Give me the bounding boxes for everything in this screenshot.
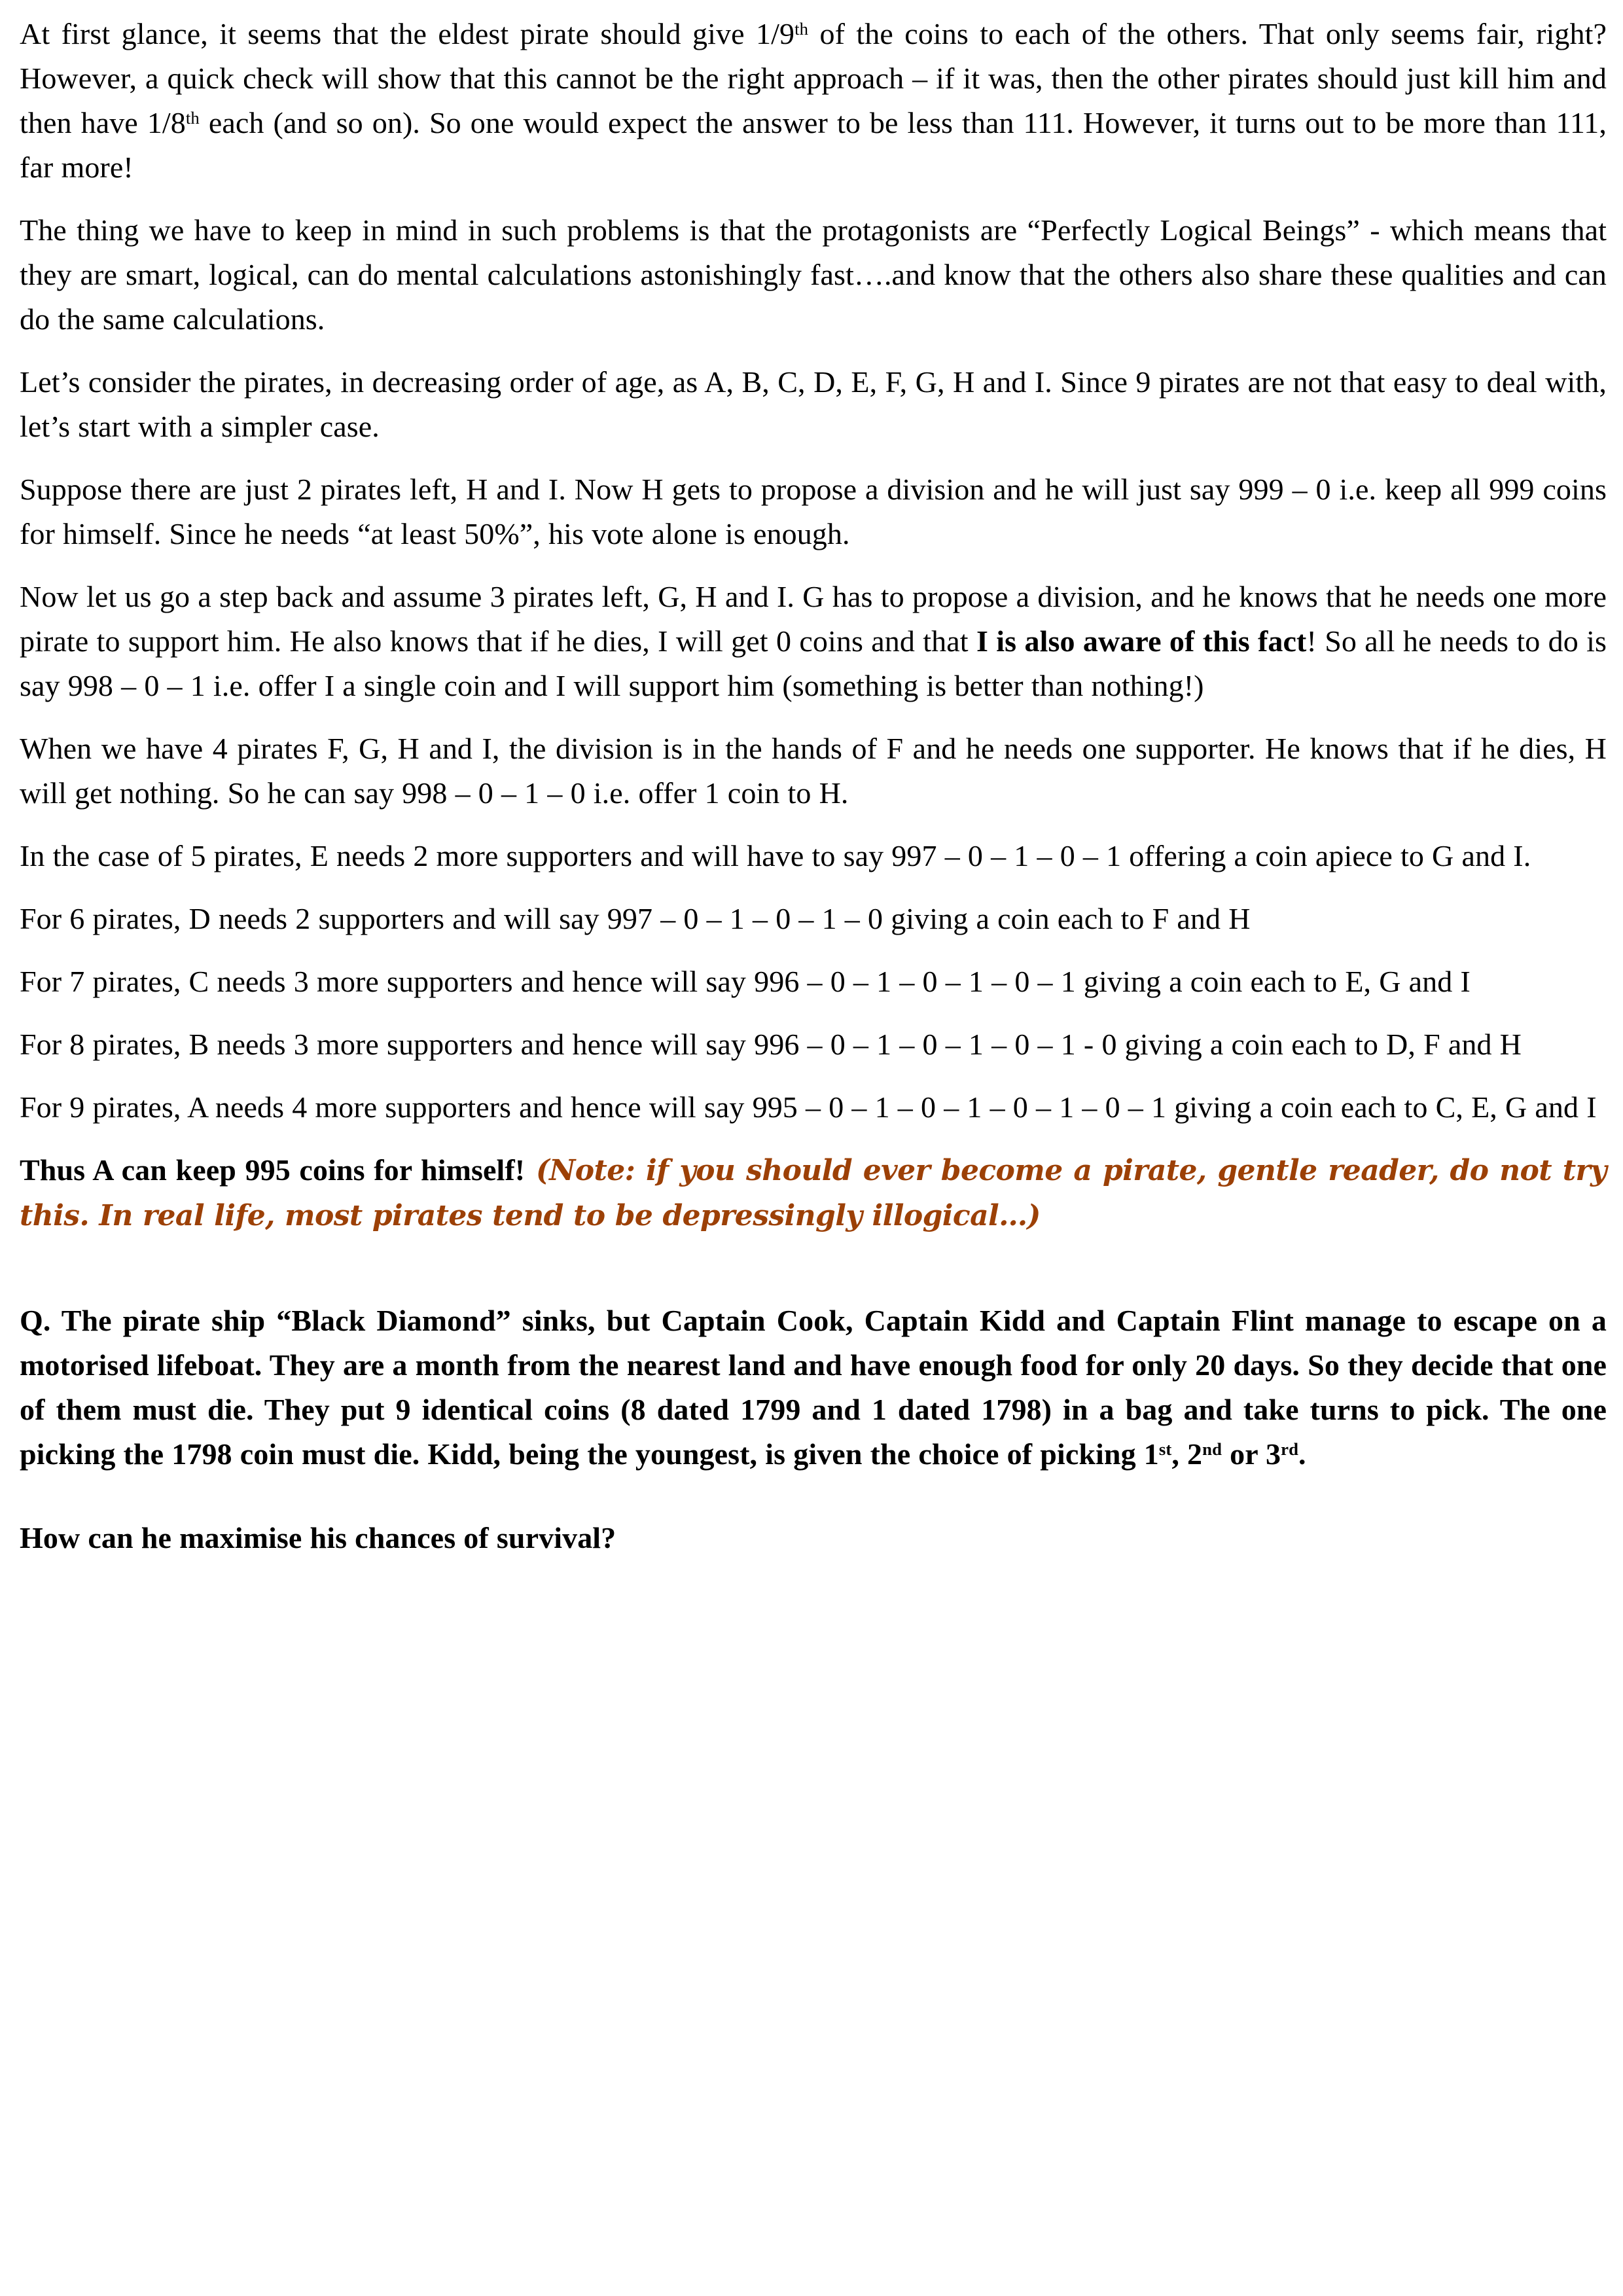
paragraph-seven-pirates: For 7 pirates, C needs 3 more supporters and hence will say 996 – 0 – 1 – 0 – 1 – 0 – 1 giving a coin each to E, G and I	[20, 965, 1471, 998]
text-run: each (and so on). So one would expect the answer to be less than 111. However, it turns out to be more than 111, far more!	[20, 106, 1607, 184]
text-run: , 2	[1171, 1437, 1203, 1471]
paragraph-question-prompt: How can he maximise his chances of survival?	[20, 1521, 616, 1554]
paragraph-five-pirates: In the case of 5 pirates, E needs 2 more supporters and will have to say 997 – 0 – 1 – 0 – 1 offering a coin apiece to G and I.	[20, 839, 1531, 872]
paragraph-six-pirates: For 6 pirates, D needs 2 supporters and will say 997 – 0 – 1 – 0 – 1 – 0 giving a coin each to F and H	[20, 902, 1251, 935]
text-run: Now let us go a step back and assume 3 pirates left, G, H and I. G has to propose a division, and he knows that he needs one more pirate to support him. He also knows that if he dies, I will get 0 coins and that	[20, 580, 1607, 658]
superscript-th-ninth: th	[794, 19, 809, 39]
paragraph-first-glance	[20, 12, 1607, 190]
superscript-st-first: st	[1158, 1439, 1172, 1460]
paragraph-four-pirates: When we have 4 pirates F, G, H and I, the division is in the hands of F and he needs one supporter. He knows that if he dies, H will get nothing. So he can say 998 – 0 – 1 – 0 i.e. offer 1 coin to H.	[20, 732, 1607, 810]
paragraph-nine-pirates: For 9 pirates, A needs 4 more supporters and hence will say 995 – 0 – 1 – 0 – 1 – 0 – 1 – 0 – 1 giving a coin each to C, E, G and I	[20, 1090, 1597, 1124]
text-run: or 3	[1222, 1437, 1281, 1471]
paragraph-question-statement	[20, 1299, 1607, 1477]
text-run: Q. The pirate ship “Black Diamond” sinks, but Captain Cook, Captain Kidd and Captain Flint manage to escape on a motorised lifeboat. They are a month from the nearest land and have enough food for only 20 days. So they decide that one of them must die. They put 9 identical coins (8 dated 1799 and 1 dated 1798) in a bag and take turns to pick. The one picking the 1798 coin must die. Kidd, being the youngest, is given the choice of picking 1	[20, 1304, 1607, 1471]
paragraph-perfectly-logical-beings: The thing we have to keep in mind in such problems is that the protagonists are “Perfectly Logical Beings” - which means that they are smart, logical, can do mental calculations astonishingly fast….and know that the others also share these qualities and can do the same calculations.	[20, 213, 1607, 336]
paragraph-conclusion	[20, 1148, 1607, 1238]
emphasis-aware-of-fact: I is also aware of this fact	[976, 624, 1307, 658]
superscript-th-eighth: th	[185, 108, 200, 128]
paragraph-three-pirates	[20, 575, 1607, 708]
conclusion-bold-text: Thus A can keep 995 coins for himself!	[20, 1153, 526, 1187]
superscript-nd-second: nd	[1202, 1439, 1222, 1460]
text-run: At first glance, it seems that the eldest pirate should give 1/9	[20, 17, 795, 50]
paragraph-two-pirates: Suppose there are just 2 pirates left, H and I. Now H gets to propose a division and he will just say 999 – 0 i.e. keep all 999 coins for himself. Since he needs “at least 50%”, his vote alone is enough.	[20, 473, 1607, 550]
text-run: of the coins to each of the others. That only seems fair, right? However, a quick check will show that this cannot be the right approach – if it was, then the other pirates should just kill him and then have 1/8	[20, 17, 1607, 139]
superscript-rd-third: rd	[1281, 1439, 1299, 1460]
paragraph-eight-pirates: For 8 pirates, B needs 3 more supporters and hence will say 996 – 0 – 1 – 0 – 1 – 0 – 1 - 0 giving a coin each to D, F and H	[20, 1028, 1522, 1061]
text-run: .	[1298, 1437, 1306, 1471]
author-note-script: (Note: if you should ever become a pirate, gentle reader, do not try this. In real life, most pirates tend to be depressingly illogical…)	[20, 1154, 1607, 1232]
text-run: ! So all he needs to do is say 998 – 0 – 1 i.e. offer I a single coin and I will support him (something is better than nothing!)	[20, 624, 1607, 702]
paragraph-pirates-order: Let’s consider the pirates, in decreasing order of age, as A, B, C, D, E, F, G, H and I. Since 9 pirates are not that easy to deal with, let’s start with a simpler case.	[20, 365, 1607, 443]
